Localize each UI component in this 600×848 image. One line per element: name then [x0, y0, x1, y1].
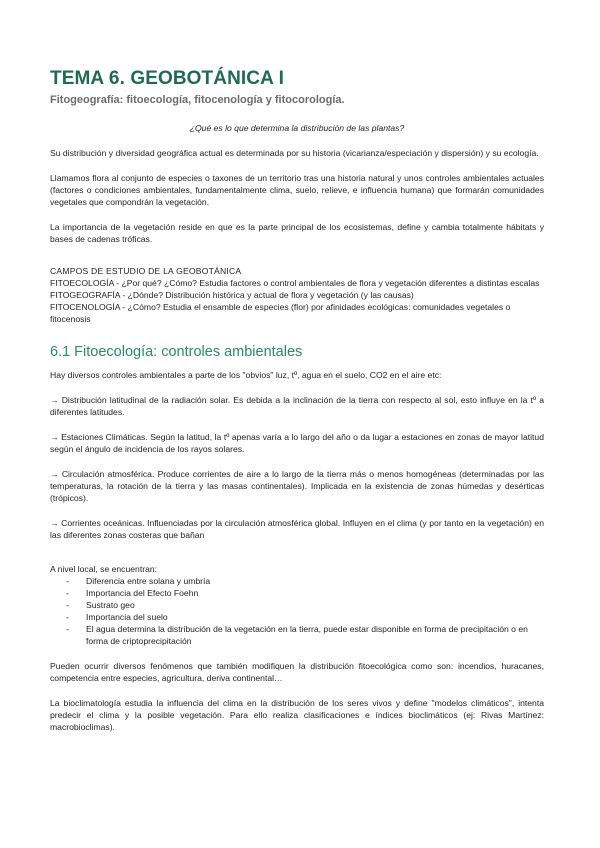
dash-bullet: - — [66, 600, 69, 610]
arrow-item: → Estaciones Climáticas. Según la latitud, la tº apenas varía a lo largo del año o da lugar a estaciones en zonas de mayor latitud según el ángulo de incidencia de los rayos solares. — [50, 432, 544, 454]
closing-paragraph: Pueden ocurrir diversos fenómenos que también modifiquen la distribución fitoecológica como son: incendios, huracanes, competencia entre especies, agricultura, deriva continental… — [50, 661, 544, 683]
dash-bullet: - — [66, 576, 69, 586]
section-heading: 6.1 Fitoecología: controles ambientales — [50, 344, 303, 360]
section-lead: Hay diversos controles ambientales a parte de los "obvios" luz, tº, agua en el suelo, CO2 en el aire etc: — [50, 370, 442, 380]
arrow-item: → Circulación atmosférica. Produce corrientes de aire a lo largo de la tierra más o menos homogéneas (determinadas por las temperaturas, la rotación de la tierra y las masas continentales). Implicada en la existencia de zonas húmedas y desérticas (trópicos). — [50, 469, 544, 503]
intro-paragraph: Su distribución y diversidad geográfica actual es determinada por su historia (vicarianza/especiación y dispersión) y su ecología. — [50, 148, 539, 158]
list-item: - Importancia del Efecto Foehn — [66, 588, 199, 598]
fields-heading: CAMPOS DE ESTUDIO DE LA GEOBOTÁNICA — [50, 266, 242, 276]
arrow-item: → Corrientes oceánicas. Influenciadas por la circulación atmosférica global. Influyen en el clima (y por tanto en la vegetación) en las diferentes zonas costeras que bañan — [50, 518, 544, 540]
field-item: FITOECOLOGÍA - ¿Por qué? ¿Cómo? Estudia factores o control ambientales de flora y vegetación diferentes a distintas escalas — [50, 278, 540, 288]
field-item: FITOCENOLOGÍA - ¿Cómo? Estudia el ensamble de especies (flor) por afinidades ecológicas: comunidades vegetales o fitocenosis — [50, 302, 511, 324]
arrow-item: → Distribución latitudinal de la radiación solar. Es debida a la inclinación de la tierra con respecto al sol, esto influye en la tº a diferentes latitudes. — [50, 395, 544, 417]
document-page — [50, 68, 544, 733]
page-title: TEMA 6. GEOBOTÁNICA I — [50, 68, 284, 89]
list-item: - Sustrato geo — [66, 600, 135, 610]
fields-block — [50, 265, 544, 325]
local-intro: A nivel local, se encuentran: — [50, 564, 158, 574]
list-item: - Diferencia entre solana y umbría — [66, 576, 211, 586]
intro-paragraph: La importancia de la vegetación reside en que es la parte principal de los ecosistemas, define y cambia totalmente hábitats y bases de cadenas tróficas. — [50, 222, 544, 244]
field-item: FITOGEOGRAFÍA - ¿Dónde? Distribución histórica y actual de flora y vegetación (y las causas) — [50, 290, 414, 300]
central-question: ¿Qué es lo que determina la distribución de las plantas? — [189, 123, 405, 133]
page-subtitle: Fitogeografía: fitoecología, fitocenología y fitocorología. — [50, 94, 345, 106]
list-item: - Importancia del suelo — [66, 612, 168, 622]
local-list — [50, 575, 544, 647]
dash-bullet: - — [66, 612, 69, 622]
dash-bullet: - — [66, 588, 69, 598]
intro-paragraph: Llamamos flora al conjunto de especies o taxones de un territorio tras una historia natural y unos controles ambientales actuales (factores o condiciones ambientales, fundamentalmente clima, suelo, relieve, e influencia humana) que formarán comunidades vegetales que compondrán la vegetación. — [50, 173, 544, 207]
dash-bullet: - — [66, 624, 69, 634]
list-item: - El agua determina la distribución de la vegetación en la tierra, puede estar disponible en forma de precipitación o en forma de criptoprecipitación — [66, 624, 528, 646]
closing-paragraph: La bioclimatología estudia la influencia del clima en la distribución de los seres vivos y define "modelos climáticos", intenta predecir el clima y la posible vegetación. Para ello realiza clasificaciones e índices bioclimáticos (ej: Rivas Martínez: macrobioclimas). — [50, 698, 544, 732]
